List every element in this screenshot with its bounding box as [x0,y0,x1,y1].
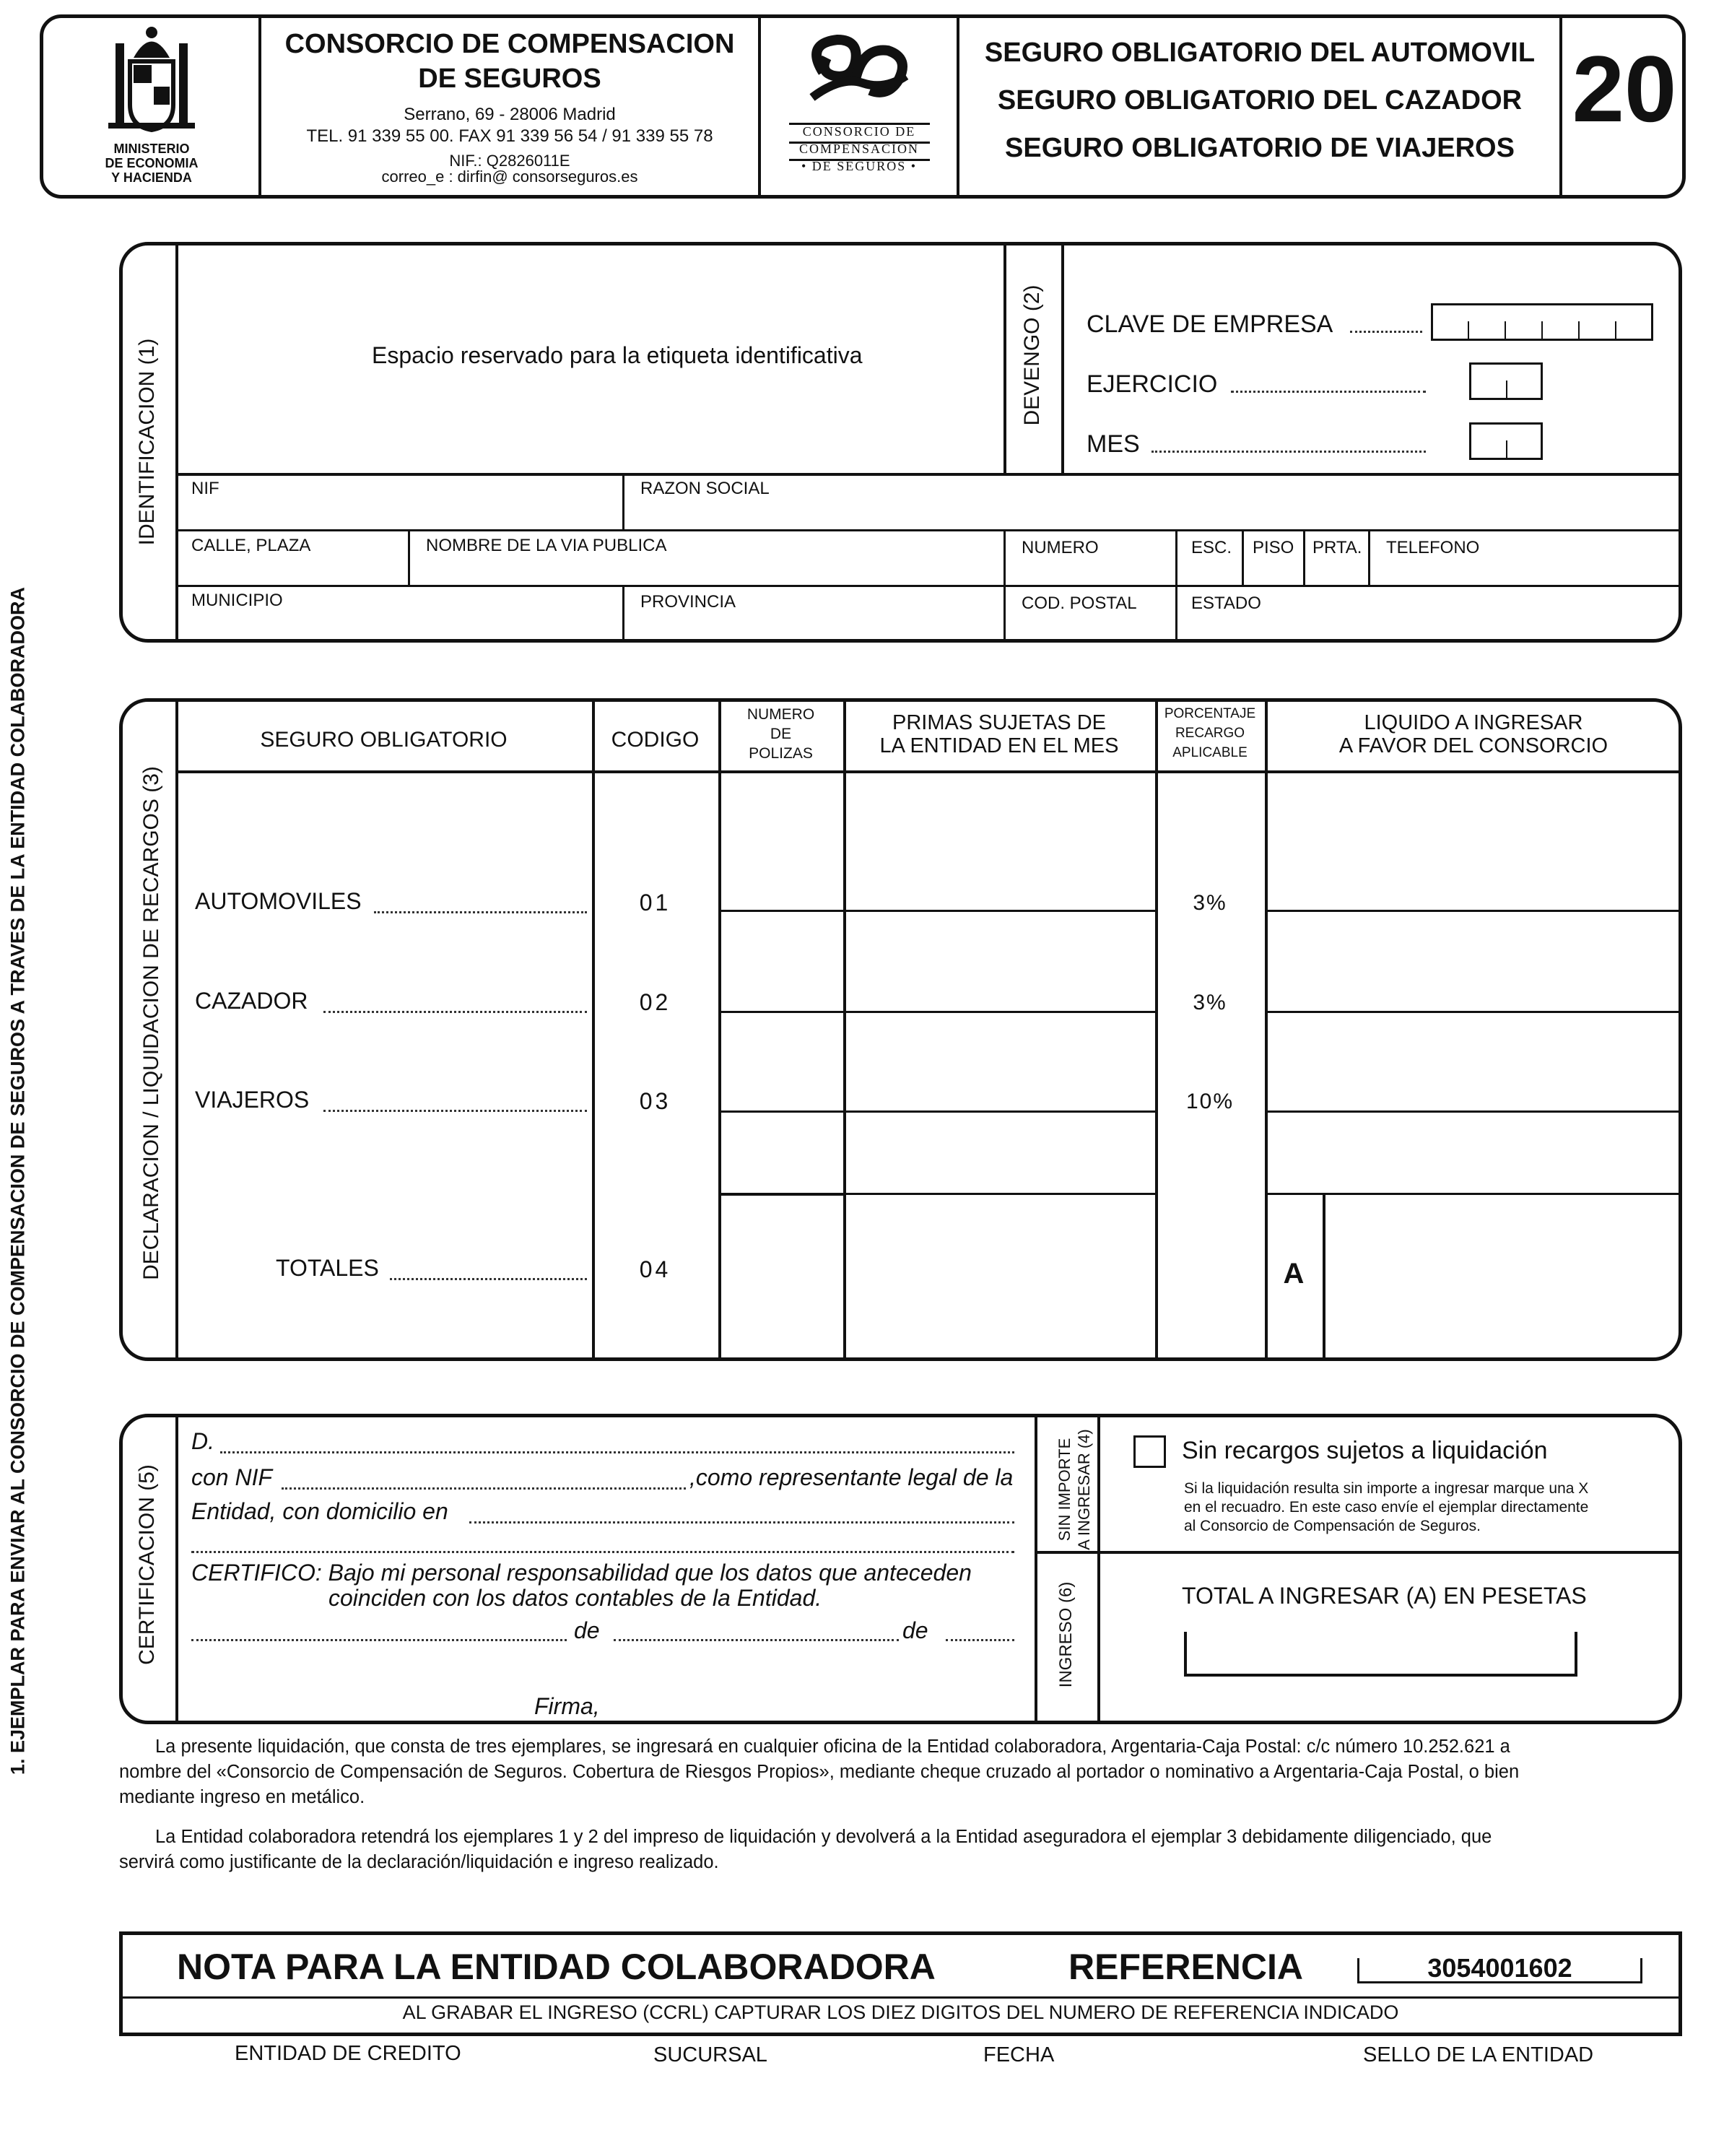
ejercicio-dots [1231,391,1426,393]
sin-recargos-note-2: en el recuadro. En este caso envíe el ejemplar directamente [1184,1499,1589,1516]
mes-label: MES [1087,430,1140,458]
org-phones: TEL. 91 339 55 00. FAX 91 339 56 54 / 91 339 55 78 [306,126,713,146]
mes-tick [1506,440,1507,460]
cert-con-nif: con NIF [191,1464,273,1490]
cert-hline [1035,1551,1682,1554]
logo-text-3: • DE SEGUROS • [801,159,918,173]
clave-tick-3 [1541,321,1543,341]
ident-vline-esc [1175,529,1177,643]
cert-d-dots[interactable] [220,1451,1014,1453]
field-estado: ESTADO [1191,594,1261,613]
note-p1-line-1: La presente liquidación, que consta de tres ejemplares, se ingresará en cualquier oficina de la Entidad colaboradora, Argentaria-Caja Postal: c/c número 10.252.621 a [155,1736,1510,1757]
row-totales-code: 04 [639,1256,671,1282]
cert-de-1: de [574,1617,600,1643]
decl-row-line-5 [718,1193,843,1196]
decl-row-line-3a [718,1110,1155,1113]
org-nif: NIF.: Q2826011E [449,152,570,170]
row-cazador-pct: 3% [1193,991,1227,1014]
decl-vline-3 [843,698,846,1361]
footer-grabar: AL GRABAR EL INGRESO (CCRL) CAPTURAR LOS DIEZ DIGITOS DEL NUMERO DE REFERENCIA INDICADO [402,2001,1399,2023]
header-porcentaje-3: APLICABLE [1172,745,1248,760]
cert-domicilio-dots[interactable] [469,1521,1014,1523]
cert-day-dots[interactable] [614,1639,899,1641]
note-p1-line-3: mediante ingreso en metálico. [119,1787,365,1807]
footer-referencia-label: REFERENCIA [1068,1947,1304,1987]
logo-rule-3 [789,159,930,161]
side-label: 1. EJEMPLAR PARA ENVIAR AL CONSORCIO DE COMPENSACION DE SEGUROS A TRAVES DE LA ENTIDAD COLABORADORA [6,586,29,1775]
header-divider-2 [758,14,761,199]
clave-empresa-dots [1350,331,1422,333]
consorcio-logo-icon [801,29,917,116]
row-cazador-name: CAZADOR [195,988,308,1014]
cert-certifico-1: CERTIFICO: Bajo mi personal responsabilidad que los datos que anteceden [191,1560,972,1586]
row-automoviles-numero-input[interactable] [722,773,841,908]
sin-recargos-note-1: Si la liquidación resulta sin importe a ingresar marque una X [1184,1480,1589,1497]
ejercicio-tick [1506,381,1507,400]
cert-year-dots[interactable] [946,1639,1014,1641]
decl-a-divider [1323,1193,1325,1361]
row-cazador-numero-input[interactable] [722,912,841,1009]
row-automoviles-liquido-input[interactable] [1268,773,1680,908]
field-via: NOMBRE DE LA VIA PUBLICA [426,536,667,555]
org-title-1: CONSORCIO DE COMPENSACION [284,29,735,59]
decl-vline-2 [718,698,721,1361]
header-numero-3: POLIZAS [749,745,813,762]
header-primas-1: PRIMAS SUJETAS DE [892,711,1106,734]
header-liquido-2: A FAVOR DEL CONSORCIO [1338,734,1608,757]
row-viajeros-liquido-input[interactable] [1268,1013,1680,1108]
row-cazador-primas-input[interactable] [847,912,1153,1009]
header-divider-4 [1559,14,1562,199]
ident-vline-tel [1368,529,1370,585]
row-automoviles-primas-input[interactable] [847,773,1153,908]
clave-empresa-label: CLAVE DE EMPRESA [1087,310,1333,338]
ident-row-line-2 [175,529,1682,531]
org-title-2: DE SEGUROS [418,64,601,94]
ministry-line-3: Y HACIENDA [111,170,192,185]
total-ingresar-input[interactable] [1184,1632,1577,1677]
devengo-label: DEVENGO (2) [1020,284,1044,426]
certification-section-label: CERTIFICACION (5) [135,1464,159,1665]
note-p2-line-1: La Entidad colaboradora retendrá los ejemplares 1 y 2 del impreso de liquidación y devolverá a la Entidad aseguradora el ejemplar 3 debidamente diligenciado, que [155,1827,1492,1847]
field-telefono: TELEFONO [1386,538,1480,557]
cert-d: D. [191,1428,214,1454]
ident-vline-nif [622,473,624,529]
cert-domicilio-dots-2[interactable] [191,1551,1014,1553]
sin-recargos-note-3: al Consorcio de Compensación de Seguros. [1184,1518,1481,1534]
field-prta: PRTA. [1312,538,1362,557]
ident-vline-piso [1242,529,1244,585]
clave-tick-1 [1468,321,1469,341]
ministry-line-2: DE ECONOMIA [105,156,199,170]
ident-vline-provincia [622,585,624,643]
logo-text-2: COMPENSACION [798,142,920,156]
cert-label-divider [175,1414,178,1724]
coat-of-arms-icon [97,22,206,137]
total-a-label: A [1283,1258,1305,1290]
ident-vline-prta [1303,529,1305,585]
row-cazador-dots [323,1011,587,1013]
mes-dots [1151,451,1426,453]
row-automoviles-name: AUTOMOVILES [195,888,362,914]
row-automoviles-dots [374,911,587,913]
cert-place-dots[interactable] [191,1639,567,1641]
row-viajeros-numero-input[interactable] [722,1013,841,1108]
cert-de-2: de [902,1617,928,1643]
logo-text-1: CONSORCIO DE [802,124,916,139]
ident-row-line-3 [175,585,1682,587]
total-a-input[interactable] [1326,1196,1680,1357]
clave-tick-5 [1615,321,1616,341]
footer-sucursal: SUCURSAL [653,2043,767,2066]
cert-certifico-2: coinciden con los datos contables de la Entidad. [328,1585,822,1611]
cert-nif-dots[interactable] [282,1487,686,1490]
field-provincia: PROVINCIA [640,592,736,612]
header-divider-3 [957,14,959,199]
header-numero-1: NUMERO [746,706,815,723]
field-nif: NIF [191,479,219,498]
ident-vline-numero [1003,529,1006,643]
ident-vline-calle [408,529,410,585]
header-seguro: SEGURO OBLIGATORIO [260,728,508,752]
declaration-section-label: DECLARACION / LIQUIDACION DE RECARGOS (3) [139,766,163,1280]
field-esc: ESC. [1191,538,1232,557]
row-viajeros-dots [323,1110,587,1112]
note-p2-line-2: servirá como justificante de la declaración/liquidación e ingreso realizado. [119,1852,719,1872]
cert-vline-right [1097,1414,1100,1724]
decl-vline-4 [1155,698,1158,1361]
row-cazador-code: 02 [639,989,671,1015]
field-numero: NUMERO [1022,538,1099,557]
cert-firma: Firma, [534,1693,600,1719]
ejercicio-label: EJERCICIO [1087,370,1218,398]
insurance-line-1: SEGURO OBLIGATORIO DEL AUTOMOVIL [984,38,1536,68]
row-viajeros-primas-input[interactable] [847,1013,1153,1108]
row-automoviles-code: 01 [639,890,671,916]
org-address: Serrano, 69 - 28006 Madrid [404,105,616,124]
label-space-text: Espacio reservado para la etiqueta identificativa [372,342,863,368]
field-cod-postal: COD. POSTAL [1022,594,1137,613]
note-p1-line-2: nombre del «Consorcio de Compensación de Seguros. Cobertura de Riesgos Propios», mediante cheque cruzado al portador o nominativo a Argentaria-Caja Postal, o bien [119,1762,1520,1782]
row-totales-numero-input[interactable] [722,1196,841,1357]
insurance-line-2: SEGURO OBLIGATORIO DEL CAZADOR [997,85,1523,116]
sin-importe-label-1: SIN IMPORTE [1055,1438,1074,1542]
header-liquido-1: LIQUIDO A INGRESAR [1364,711,1583,734]
devengo-divider-right [1061,242,1064,473]
footer-hline [119,1996,1682,1999]
row-totales-name: TOTALES [276,1255,379,1281]
row-viajeros-code: 03 [639,1088,671,1114]
ministry-line-1: MINISTERIO [113,142,190,156]
org-email: correo_e : dirfin@ consorseguros.es [381,168,638,186]
row-viajeros-pct: 10% [1185,1090,1235,1113]
row-totales-dots [390,1278,587,1280]
footer-nota: NOTA PARA LA ENTIDAD COLABORADORA [177,1947,936,1987]
field-razon-social: RAZON SOCIAL [640,479,770,498]
field-calle: CALLE, PLAZA [191,536,311,555]
identification-section-label: IDENTIFICACION (1) [135,338,159,546]
decl-row-line-3b [1265,1110,1682,1113]
cert-entidad: Entidad, con domicilio en [191,1498,448,1524]
header-porcentaje-1: PORCENTAJE [1164,706,1256,721]
form-number: 20 [1572,36,1677,142]
row-viajeros-name: VIAJEROS [195,1087,310,1113]
row-automoviles-pct: 3% [1193,891,1227,915]
header-codigo: CODIGO [611,728,700,752]
footer-fecha: FECHA [983,2043,1055,2066]
ingreso-label: INGRESO (6) [1056,1581,1076,1688]
devengo-divider-left [1003,242,1006,473]
cert-representante: ,como representante legal de la [689,1464,1014,1490]
header-porcentaje-2: RECARGO [1175,726,1245,741]
sin-importe-label-2: A INGRESAR (4) [1075,1429,1093,1550]
footer-referencia-value: 3054001602 [1427,1953,1572,1983]
header-primas-2: LA ENTIDAD EN EL MES [879,734,1119,757]
clave-tick-4 [1578,321,1580,341]
footer-sello: SELLO DE LA ENTIDAD [1363,2043,1594,2066]
identification-box [119,242,1682,643]
sin-recargos-checkbox[interactable] [1133,1435,1166,1468]
clave-tick-2 [1505,321,1506,341]
header-numero-2: DE [770,726,792,742]
footer-entidad-credito: ENTIDAD DE CREDITO [235,2042,461,2065]
field-municipio: MUNICIPIO [191,591,283,610]
row-cazador-liquido-input[interactable] [1268,912,1680,1009]
row-totales-primas-input[interactable] [847,1196,1153,1357]
ident-row-line-1 [175,473,1682,476]
decl-label-divider [175,698,178,1361]
cert-vline-left [1035,1414,1037,1724]
sin-recargos-label: Sin recargos sujetos a liquidación [1182,1437,1548,1464]
total-ingresar-label: TOTAL A INGRESAR (A) EN PESETAS [1182,1583,1587,1609]
decl-row-line-4b [1265,1193,1682,1195]
field-piso: PISO [1253,538,1294,557]
insurance-line-3: SEGURO OBLIGATORIO DE VIAJEROS [1005,133,1515,163]
logo-rule-2 [789,142,930,144]
ident-label-divider [175,242,178,643]
